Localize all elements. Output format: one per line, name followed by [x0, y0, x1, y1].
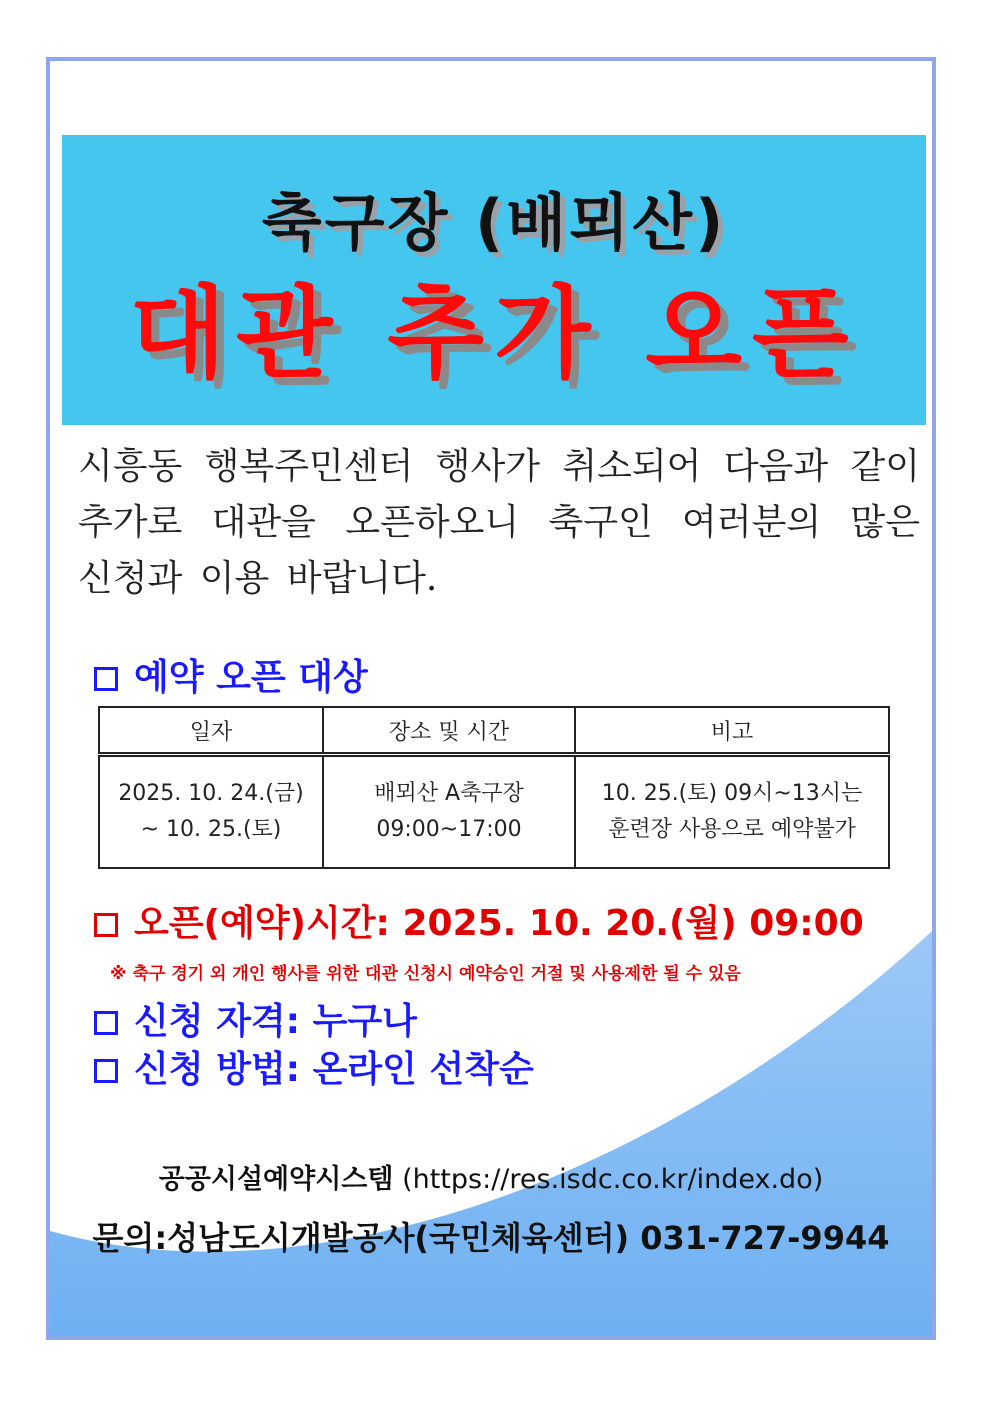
- intro-paragraph: [78, 439, 920, 607]
- wave-shape: [50, 931, 932, 1336]
- banner-headline: 대관 추가 오픈: [129, 275, 859, 392]
- checkbox-square-icon: [94, 667, 118, 691]
- system-name: 공공시설예약시스템: [158, 1164, 394, 1195]
- place-line: 배뫼산 A축구장: [374, 781, 524, 806]
- note-line: 훈련장 사용으로 예약불가: [608, 817, 856, 842]
- banner-title: 축구장 (배뫼산): [261, 186, 727, 259]
- checkbox-square-icon: [94, 1059, 118, 1083]
- open-time-text: 오픈(예약)시간: 2025. 10. 20.(월) 09:00: [134, 903, 864, 944]
- section-open-time: [94, 895, 864, 946]
- title-banner: [62, 135, 926, 425]
- section-method: [94, 1041, 534, 1092]
- section-target-heading: [94, 649, 368, 700]
- table-header-place: 장소 및 시간: [323, 707, 575, 755]
- table-cell-date: [99, 755, 323, 869]
- date-line: 2025. 10. 24.(금): [118, 781, 304, 806]
- eligibility-text: 신청 자격: 누구나: [134, 1001, 417, 1042]
- table-header-date: 일자: [99, 707, 323, 755]
- checkbox-square-icon: [94, 913, 118, 937]
- table-cell-place: [323, 755, 575, 869]
- table-header-note: 비고: [575, 707, 889, 755]
- intro-line: 추가로 대관을 오픈하오니 축구인 여러분의 많은: [78, 502, 920, 543]
- contact-line: 문의:성남도시개발공사(국민체육센터) 031-727-9944: [92, 1219, 890, 1257]
- poster-frame: [46, 57, 936, 1340]
- place-line: 09:00~17:00: [376, 817, 522, 842]
- intro-line: 시흥동 행복주민센터 행사가 취소되어 다음과 같이: [78, 446, 920, 487]
- intro-line: 신청과 이용 바랍니다.: [78, 558, 438, 599]
- method-text: 신청 방법: 온라인 선착순: [134, 1049, 534, 1090]
- reservation-table: [98, 706, 890, 869]
- reservation-system-line: [50, 1157, 932, 1196]
- table-cell-note: [575, 755, 889, 869]
- table-header-row: [99, 707, 889, 755]
- notice-text: ※ 축구 경기 외 개인 행사를 위한 대관 신청시 예약승인 거절 및 사용제한 될 수 있음: [110, 964, 741, 984]
- date-line: ~ 10. 25.(토): [140, 817, 282, 842]
- checkbox-square-icon: [94, 1011, 118, 1035]
- note-line: 10. 25.(토) 09시~13시는: [601, 781, 863, 806]
- system-url-link[interactable]: (https://res.isdc.co.kr/index.do): [402, 1164, 824, 1195]
- table-row: [99, 755, 889, 869]
- section-target-text: 예약 오픈 대상: [134, 657, 368, 698]
- section-eligibility: [94, 993, 417, 1044]
